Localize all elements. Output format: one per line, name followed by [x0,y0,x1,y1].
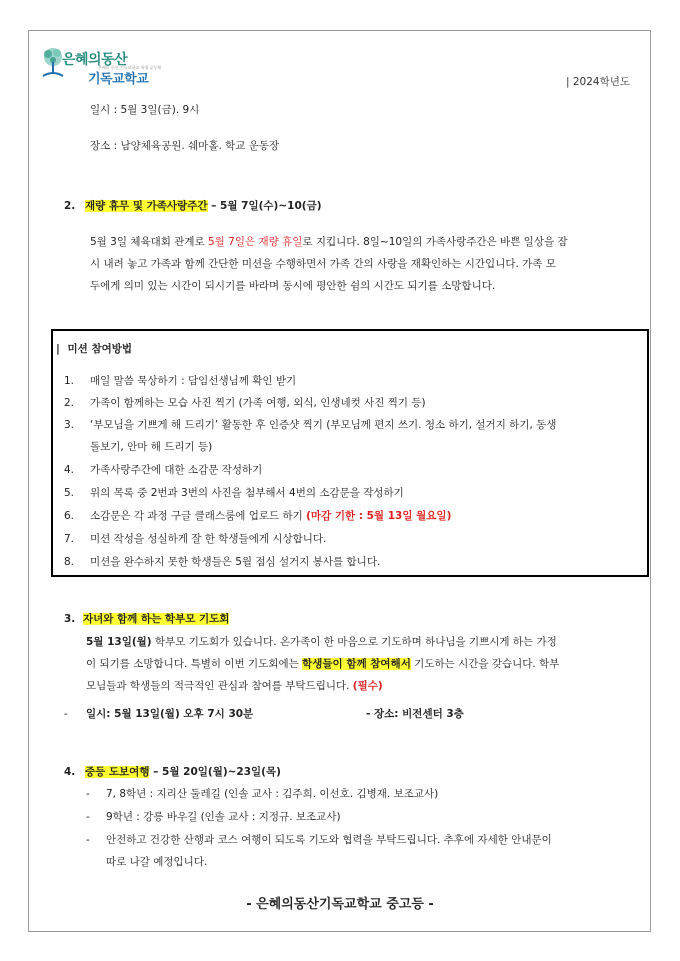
school-logo [40,46,162,87]
section3-paragraph [86,631,638,697]
trip-item: 안전하고 건강한 산행과 코스 여행이 되도록 기도와 협력을 부탁드립니다. 추후에 자세한 안내문이 [106,834,552,846]
section2-number: 2. [64,200,76,212]
mission-item-number: 1. [64,375,75,387]
mission-item: 매일 말씀 묵상하기 : 담임선생님께 확인 받기 [90,375,297,387]
section3-line3 [86,675,638,697]
trip-item-dash: - [86,788,90,800]
section3-number: 3. [64,613,76,625]
school-year: | 2024학년도 [566,76,631,88]
prayer-date: 5월 13일(월) [86,636,152,648]
mission-item: ‘부모님을 기쁘게 해 드리기’ 활동한 후 인증샷 찍기 (부모님께 편지 쓰기. 청소 하기, 설거지 하기, 동생 [90,419,557,431]
mission-item: 미션 작성을 성실하게 잘 한 학생들에게 시상합니다. [90,533,327,545]
section2-line2: 시 내려 놓고 가족과 함께 간단한 미션을 수행하면서 가족 간의 사랑을 재확인하는 시간입니다. 가족 모 [90,258,556,270]
mission-item: 가족사랑주간에 대한 소감문 작성하기 [90,464,263,476]
section2-title: 재량 휴무 및 가족사랑주간 [84,200,208,212]
mission-deadline: (마감 기한 : 5월 13일 월요일) [306,510,452,522]
section3-title: 자녀와 함께 하는 학부모 기도회 [82,613,230,625]
trip-item: 7, 8학년 : 지리산 둘레길 (인솔 교사 : 김주희. 이선호. 김병재. 보조교사) [106,788,439,800]
section2-text: 5월 3일 체육대회 관계로 [90,236,208,248]
section3-heading [64,612,229,626]
section3-text: 기도하는 시간을 갖습니다. 학부 [410,658,560,670]
section3-line2 [86,653,638,675]
mission-item-number: 6. [64,510,75,522]
mission-item: 미션을 완수하지 못한 학생들은 5월 점심 설거지 봉사를 합니다. [90,556,381,568]
section4-number: 4. [64,766,76,778]
logo-subtext: 은혜의 동산 기독교학교 학생 공동체 [98,65,162,70]
section2-text: 로 지킵니다. 8일~10일의 가족사랑주간은 바쁜 일상을 잠 [302,236,568,248]
event-place: 장소 : 남양체육공원. 쉐마홀. 학교 운동장 [90,140,280,152]
trip-item-dash: - [86,811,90,823]
section3-dash: - [64,708,68,720]
required-badge: (필수) [352,680,383,692]
students-participate: 학생들이 함께 참여해서 [302,658,411,670]
mission-item: 가족이 함께하는 모습 사진 찍기 (가족 여행, 외식, 인생네컷 사진 찍기 등) [90,397,426,409]
section3-line1 [86,631,638,653]
mission-item-number: 2. [64,397,75,409]
mission-title-bar: | [56,343,60,355]
section2-paragraph [90,231,636,297]
mission-item-continued: 돌보기, 안마 해 드리기 등) [90,441,213,453]
mission-item-number: 8. [64,556,75,568]
mission-title [56,341,132,356]
trip-item-continued: 따로 나갈 예정입니다. [106,856,208,868]
mission-item: 위의 목록 중 2번과 3번의 사진을 첨부해서 4번의 소감문을 작성하기 [90,487,404,499]
section3-text: 학부모 기도회가 있습니다. 온가족이 한 마음으로 기도하며 하나님을 기쁘시게 하는 가정 [151,636,557,648]
section3-text: 모님들과 학생들의 적극적인 관심과 참여를 부탁드립니다. [86,680,353,692]
trip-item: 9학년 : 강릉 바우길 (인솔 교사 : 지정규. 보조교사) [106,811,341,823]
section4-date: – 5월 20일(월)~23일(목) [153,766,281,778]
mission-item [90,505,451,527]
trip-item-dash: - [86,834,90,846]
mission-title-text: 미션 참여방법 [67,343,133,355]
section2-heading [64,199,322,213]
section4-title: 중등 도보여행 [84,766,150,778]
logo-text-line1: 은혜의동산 [62,52,128,68]
school-footer: - 은혜의동산기독교학교 중고등 - [246,897,434,912]
mission-item-text: 소감문은 각 과정 구글 클래스룸에 업로드 하기 [90,510,307,522]
mission-item-number: 3. [64,419,75,431]
section4-heading [64,765,281,779]
event-date: 일시 : 5월 3일(금). 9시 [90,104,200,116]
mission-item-number: 4. [64,464,75,476]
mission-item-number: 5. [64,487,75,499]
logo-text-line2: 기독교학교 [88,72,149,87]
prayer-where: - 장소: 비전센터 3층 [366,708,464,720]
section2-date: – 5월 7일(수)~10(금) [211,200,322,212]
section2-line1 [90,231,636,253]
section3-text: 이 되기를 소망합니다. 특별히 이번 기도회에는 [86,658,303,670]
holiday-notice: 5월 7일은 재량 휴일 [208,236,303,248]
prayer-when: 일시: 5월 13일(월) 오후 7시 30분 [86,708,254,720]
mission-item-number: 7. [64,533,75,545]
section2-line3: 두에게 의미 있는 시간이 되시기를 바라며 동시에 평안한 쉼의 시간도 되기를 소망합니다. [90,280,496,292]
